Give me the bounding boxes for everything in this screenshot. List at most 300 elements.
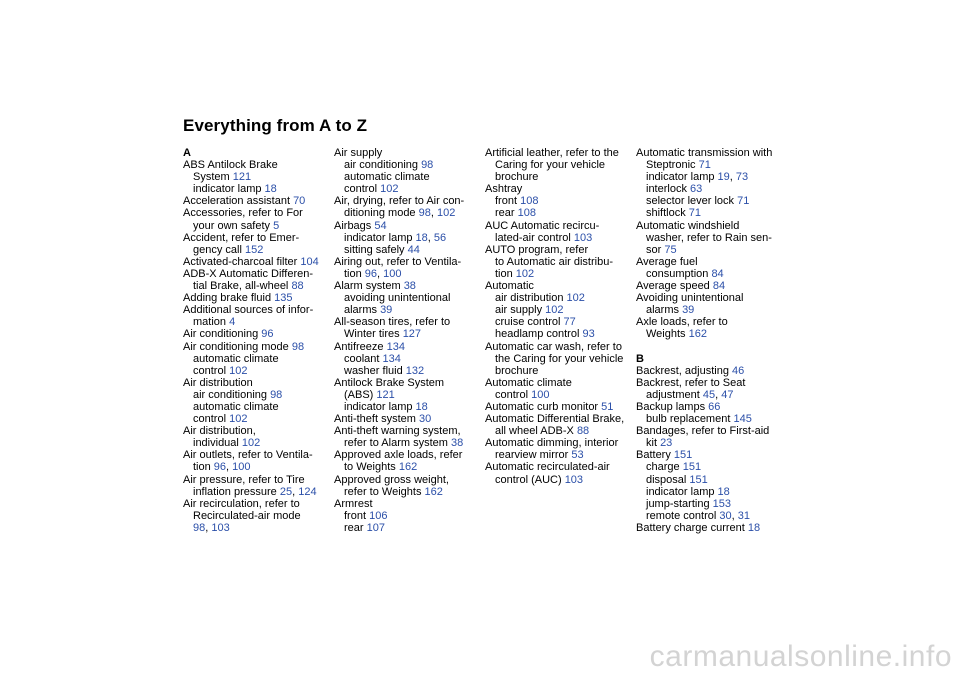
- index-entry: [636, 365, 784, 377]
- index-entry: [485, 413, 633, 425]
- entry-text: Adding brake fluid: [183, 292, 275, 305]
- entry-text: refer to Weights: [344, 485, 425, 498]
- entry-text: Automatic transmission with: [636, 147, 773, 159]
- entry-text: Steptronic: [646, 159, 699, 172]
- entry-text: Approved axle loads, refer: [334, 449, 463, 462]
- index-entry: [334, 377, 482, 389]
- entry-text: individual: [193, 437, 242, 450]
- page-link[interactable]: 151: [689, 473, 708, 486]
- index-entry: [485, 147, 633, 159]
- index-entry: [485, 401, 633, 413]
- index-entry: [485, 437, 633, 449]
- entry-text: System: [193, 171, 233, 184]
- entry-text: tion: [495, 267, 516, 280]
- page-link[interactable]: 153: [712, 497, 731, 510]
- page-link[interactable]: 46: [732, 364, 745, 377]
- page-link[interactable]: 162: [398, 461, 418, 474]
- index-entry: [183, 437, 331, 449]
- index-entry: tion 96, 100: [193, 461, 251, 474]
- entry-text: ditioning mode: [344, 207, 419, 220]
- page-link[interactable]: 102: [229, 364, 248, 377]
- entry-text: avoiding unintentional: [344, 292, 451, 305]
- index-entry: [636, 304, 784, 316]
- index-entry: [183, 413, 331, 425]
- page-link[interactable]: 18: [415, 400, 428, 413]
- entry-text: Air conditioning: [183, 328, 262, 341]
- page-link[interactable]: 134: [386, 340, 405, 353]
- index-entry: [334, 195, 482, 207]
- page-link[interactable]: 98: [291, 340, 305, 353]
- index-entry: [636, 498, 784, 510]
- index-entry: [485, 207, 633, 219]
- index-entry: [334, 449, 482, 461]
- entry-text: Accident, refer to Emer-: [183, 231, 300, 244]
- index-entry: [183, 449, 331, 461]
- index-entry: inflation pressure 25, 124: [193, 485, 317, 498]
- entry-text: Backup lamps: [636, 400, 709, 413]
- entry-text: Artificial leather, refer to the: [485, 147, 619, 159]
- page-link[interactable]: 70: [293, 195, 306, 208]
- entry-text: AUTO program, refer: [485, 243, 589, 256]
- page-link[interactable]: 71: [688, 207, 702, 220]
- index-entry: [485, 425, 633, 437]
- entry-text: Armrest: [334, 497, 373, 510]
- page-link[interactable]: 98: [193, 521, 206, 534]
- page-link[interactable]: 102: [241, 437, 261, 450]
- entry-text: rear: [344, 521, 367, 534]
- index-entry: adjustment 45, 47: [646, 388, 734, 401]
- entry-text: control: [495, 388, 532, 401]
- page-link[interactable]: 88: [291, 280, 304, 293]
- page-link[interactable]: 73: [735, 171, 749, 184]
- page-link[interactable]: 30: [418, 413, 432, 426]
- index-entry: [334, 365, 482, 377]
- index-entry: [636, 425, 784, 437]
- entry-text: Bandages, refer to First-aid: [636, 425, 770, 438]
- entry-text: A: [183, 147, 191, 159]
- entry-text: control: [193, 413, 230, 426]
- entry-text: front: [495, 195, 521, 208]
- index-entry: ditioning mode 98, 102: [344, 207, 456, 220]
- page-link[interactable]: 127: [402, 328, 422, 341]
- page-link[interactable]: 98: [270, 388, 283, 401]
- page-link[interactable]: 96: [364, 267, 378, 280]
- page-link[interactable]: 51: [601, 400, 614, 413]
- entry-text: brochure: [495, 171, 539, 184]
- entry-text: automatic climate: [344, 171, 430, 184]
- entry-text: Air, drying, refer to Air con-: [334, 195, 465, 208]
- entry-text: All-season tires, refer to: [334, 316, 451, 329]
- entry-text: Avoiding unintentional: [636, 292, 744, 305]
- entry-text: Air conditioning mode: [183, 340, 292, 353]
- index-entry: [334, 461, 482, 473]
- index-entry: [636, 244, 784, 256]
- index-entry: [485, 474, 633, 486]
- index-entry: [636, 449, 784, 461]
- page-link[interactable]: 66: [708, 400, 721, 413]
- entry-text: inflation pressure: [193, 485, 280, 498]
- page-link[interactable]: 18: [415, 231, 428, 244]
- index-entry: [485, 353, 633, 365]
- page-link[interactable]: 84: [712, 280, 726, 293]
- page-link[interactable]: 134: [382, 352, 401, 365]
- entry-text: Antilock Brake System: [334, 376, 445, 389]
- index-entry: [334, 183, 482, 195]
- page-link[interactable]: 100: [232, 461, 251, 474]
- section-letter: [183, 147, 331, 159]
- index-entry: [183, 268, 331, 280]
- page-link[interactable]: 151: [673, 449, 693, 462]
- page-link[interactable]: 23: [660, 437, 673, 450]
- page-link[interactable]: 121: [376, 388, 395, 401]
- entry-text: brochure: [495, 364, 539, 377]
- entry-text: sor: [646, 243, 665, 256]
- index-entry: [183, 365, 331, 377]
- entry-text: Ashtray: [485, 183, 523, 196]
- index-entry: [334, 389, 482, 401]
- entry-text: Automatic Differential Brake,: [485, 413, 625, 426]
- index-entry: [485, 449, 633, 461]
- index-entry: [485, 232, 633, 244]
- index-entry: [183, 316, 331, 328]
- page-link[interactable]: 96: [213, 461, 227, 474]
- entry-text: Additional sources of infor-: [183, 304, 314, 317]
- index-entry: [636, 437, 784, 449]
- index-entry: remote control 30, 31: [646, 509, 750, 522]
- entry-text: cruise control: [495, 316, 564, 329]
- entry-text: alarms: [344, 304, 381, 317]
- index-entry: [183, 389, 331, 401]
- index-column-1: [183, 147, 331, 534]
- index-entry: [636, 328, 784, 340]
- entry-text: Weights: [646, 328, 689, 341]
- page-link[interactable]: 88: [576, 425, 590, 438]
- page-link[interactable]: 71: [737, 195, 750, 208]
- entry-text: air distribution: [495, 292, 567, 305]
- watermark: carmanualsonline.info: [649, 640, 952, 673]
- index-entry: [636, 316, 784, 328]
- entry-text: air conditioning: [344, 159, 422, 172]
- index-entry: [183, 220, 331, 232]
- page-link[interactable]: 98: [421, 159, 434, 172]
- index-entry: [183, 401, 331, 413]
- index-entry: [636, 159, 784, 171]
- page-link[interactable]: 108: [520, 195, 539, 208]
- index-entry: [183, 498, 331, 510]
- page-link[interactable]: 39: [682, 304, 695, 317]
- entry-text: ADB-X Automatic Differen-: [183, 267, 314, 280]
- page-link[interactable]: 39: [380, 304, 393, 317]
- entry-text: front: [344, 509, 370, 522]
- index-column-2: [334, 147, 482, 534]
- entry-text: Recirculated-air mode: [193, 509, 301, 522]
- entry-text: Axle loads, refer to: [636, 316, 728, 329]
- entry-text: to Weights: [344, 461, 399, 474]
- entry-text: alarms: [646, 304, 683, 317]
- entry-text: Automatic: [485, 280, 534, 293]
- page-link[interactable]: 84: [711, 267, 724, 280]
- page-link[interactable]: 107: [366, 521, 385, 534]
- index-entry: [485, 195, 633, 207]
- entry-text: your own safety: [193, 219, 274, 232]
- index-entry: [636, 474, 784, 486]
- page-link[interactable]: 103: [564, 473, 584, 486]
- entry-text: automatic climate: [193, 352, 279, 365]
- entry-text: Activated-charcoal filter: [183, 255, 301, 268]
- entry-text: disposal: [646, 473, 690, 486]
- entry-text: Battery charge current: [636, 521, 748, 534]
- entry-text: washer, refer to Rain sen-: [646, 231, 772, 244]
- index-entry: [485, 377, 633, 389]
- page-link[interactable]: 96: [261, 328, 274, 341]
- entry-text: headlamp control: [495, 328, 583, 341]
- index-entry: [183, 183, 331, 195]
- index-entry: [636, 486, 784, 498]
- index-entry: [636, 232, 784, 244]
- entry-text: Accessories, refer to For: [183, 207, 303, 220]
- entry-text: charge: [646, 461, 683, 474]
- entry-text: air supply: [495, 304, 546, 317]
- index-entry: [334, 486, 482, 498]
- index-entry: 98, 103: [193, 521, 230, 534]
- entry-text: rear: [495, 207, 518, 220]
- section-gap: [636, 341, 784, 353]
- page-link[interactable]: 104: [300, 255, 319, 268]
- index-entry: [485, 268, 633, 280]
- page-link[interactable]: 54: [374, 219, 387, 232]
- index-entry: [334, 280, 482, 292]
- index-entry: [334, 256, 482, 268]
- page-link[interactable]: 162: [688, 328, 707, 341]
- index-entry: [485, 280, 633, 292]
- index-entry: [636, 461, 784, 473]
- page-link[interactable]: 45: [702, 388, 716, 401]
- page-link[interactable]: 102: [436, 207, 456, 220]
- page-link[interactable]: 102: [229, 413, 248, 426]
- page-link[interactable]: 77: [563, 316, 576, 329]
- page-link[interactable]: 71: [698, 159, 711, 172]
- index-entry: [334, 522, 482, 534]
- index-entry: [334, 328, 482, 340]
- entry-text: kit: [646, 437, 661, 450]
- entry-text: Automatic recirculated-air: [485, 461, 610, 474]
- entry-text: the Caring for your vehicle: [495, 352, 624, 365]
- entry-text: sitting safely: [344, 243, 408, 256]
- index-entry: indicator lamp 19, 73: [646, 171, 749, 184]
- index-entry: [334, 437, 482, 449]
- entry-text: remote control: [646, 509, 720, 522]
- entry-text: Caring for your vehicle: [495, 159, 606, 172]
- page-link[interactable]: 162: [424, 485, 443, 498]
- entry-text: Alarm system: [334, 280, 404, 293]
- index-entry: [485, 256, 633, 268]
- index-entry: [485, 220, 633, 232]
- index-entry: [334, 401, 482, 413]
- entry-text: Airbags: [334, 219, 375, 232]
- entry-text: coolant: [344, 352, 383, 365]
- entry-text: Air distribution,: [183, 425, 256, 438]
- index-entry: [636, 292, 784, 304]
- entry-text: control: [344, 183, 381, 196]
- entry-text: Average speed: [636, 280, 713, 293]
- page-link[interactable]: 93: [582, 328, 595, 341]
- index-entry: [334, 147, 482, 159]
- entry-text: Air outlets, refer to Ventila-: [183, 449, 313, 462]
- entry-text: all wheel ADB-X: [495, 425, 577, 438]
- entry-text: (ABS): [344, 388, 377, 401]
- index-entry: [636, 183, 784, 195]
- entry-text: lated-air control: [495, 231, 574, 244]
- page-link[interactable]: 121: [232, 171, 252, 184]
- page-link[interactable]: 38: [403, 280, 416, 293]
- entry-text: Air recirculation, refer to: [183, 497, 300, 510]
- entry-text: Acceleration assistant: [183, 195, 294, 208]
- index-entry: [485, 159, 633, 171]
- page-link[interactable]: 132: [405, 364, 425, 377]
- index-entry: [636, 413, 784, 425]
- entry-text: selector lever lock: [646, 195, 738, 208]
- entry-text: jump-starting: [646, 497, 713, 510]
- entry-text: Antifreeze: [334, 340, 387, 353]
- entry-text: Automatic windshield: [636, 219, 740, 232]
- page-link[interactable]: 38: [450, 437, 464, 450]
- page-link[interactable]: 152: [244, 243, 264, 256]
- page-link[interactable]: 102: [380, 183, 399, 196]
- entry-text: Airing out, refer to Ventila-: [334, 255, 462, 268]
- index-entry: [183, 474, 331, 486]
- page-link[interactable]: 100: [531, 388, 550, 401]
- entry-text: washer fluid: [344, 364, 406, 377]
- entry-text: Winter tires: [344, 328, 403, 341]
- page-link[interactable]: 63: [690, 183, 703, 196]
- page-link[interactable]: 100: [383, 267, 402, 280]
- page-link[interactable]: 18: [747, 521, 761, 534]
- index-entry: [183, 159, 331, 171]
- index-entry: indicator lamp 18, 56: [344, 231, 447, 244]
- page-link[interactable]: 135: [274, 292, 293, 305]
- page-link[interactable]: 151: [682, 461, 702, 474]
- entry-text: Air supply: [334, 147, 383, 159]
- index-entry: [485, 304, 633, 316]
- page-link[interactable]: 102: [545, 304, 564, 317]
- entry-text: Average fuel: [636, 255, 698, 268]
- entry-text: Automatic curb monitor: [485, 400, 602, 413]
- index-entry: [334, 220, 482, 232]
- index-entry: [334, 341, 482, 353]
- page-link[interactable]: 5: [273, 219, 280, 232]
- entry-text: consumption: [646, 267, 712, 280]
- index-entry: [334, 510, 482, 522]
- entry-text: indicator lamp: [193, 183, 265, 196]
- page-link[interactable]: 56: [433, 231, 447, 244]
- index-column-3: [485, 147, 633, 486]
- index-entry: [636, 268, 784, 280]
- page-link[interactable]: 102: [515, 267, 535, 280]
- page-link[interactable]: 98: [418, 207, 431, 220]
- page-link[interactable]: 108: [517, 207, 536, 220]
- page-link[interactable]: 102: [566, 292, 585, 305]
- page-link[interactable]: 25: [279, 485, 293, 498]
- index-entry: [183, 232, 331, 244]
- index-entry: [334, 474, 482, 486]
- index-entry: [485, 316, 633, 328]
- index-entry: tion 96, 100: [344, 267, 402, 280]
- index-entry: [636, 147, 784, 159]
- page-link[interactable]: 30: [719, 509, 732, 522]
- page-link[interactable]: 103: [211, 521, 230, 534]
- index-entry: [334, 498, 482, 510]
- index-entry: [183, 256, 331, 268]
- entry-text: automatic climate: [193, 400, 279, 413]
- entry-text: Anti-theft system: [334, 413, 419, 426]
- index-entry: [334, 316, 482, 328]
- entry-text: bulb replacement: [646, 413, 734, 426]
- page-link[interactable]: 106: [369, 509, 388, 522]
- entry-text: Backrest, refer to Seat: [636, 376, 746, 389]
- page-link[interactable]: 145: [733, 413, 752, 426]
- index-entry: [334, 171, 482, 183]
- index-column-4: [636, 147, 784, 534]
- index-entry: [485, 244, 633, 256]
- entry-text: gency call: [193, 243, 245, 256]
- page-link[interactable]: 31: [737, 509, 750, 522]
- index-entry: [183, 280, 331, 292]
- page-link[interactable]: 18: [264, 183, 277, 196]
- page-link[interactable]: 47: [721, 388, 734, 401]
- index-entry: [334, 159, 482, 171]
- entry-text: Anti-theft warning system,: [334, 425, 461, 438]
- page-link[interactable]: 4: [229, 316, 236, 329]
- index-entry: [636, 522, 784, 534]
- entry-text: control (AUC): [495, 473, 565, 486]
- entry-text: interlock: [646, 183, 691, 196]
- section-letter: [636, 353, 784, 365]
- page-link[interactable]: 103: [573, 231, 593, 244]
- entry-text: refer to Alarm system: [344, 437, 451, 450]
- index-entry: [636, 195, 784, 207]
- page-link[interactable]: 53: [571, 449, 584, 462]
- index-entry: [636, 377, 784, 389]
- index-entry: [485, 461, 633, 473]
- index-entry: [485, 328, 633, 340]
- page-link[interactable]: 44: [407, 243, 420, 256]
- index-entry: [334, 413, 482, 425]
- entry-text: tion: [193, 461, 214, 474]
- entry-text: to Automatic air distribu-: [495, 255, 613, 268]
- entry-text: ABS Antilock Brake: [183, 159, 278, 172]
- entry-text: control: [193, 364, 230, 377]
- page-link[interactable]: 124: [298, 485, 317, 498]
- page-link[interactable]: 19: [717, 171, 730, 184]
- index-entry: [183, 328, 331, 340]
- index-entry: [636, 401, 784, 413]
- page-link[interactable]: 75: [664, 243, 677, 256]
- index-entry: [183, 244, 331, 256]
- index-entry: [334, 244, 482, 256]
- index-entry: [183, 425, 331, 437]
- index-entry: [183, 341, 331, 353]
- entry-text: indicator lamp: [646, 171, 718, 184]
- index-entry: [183, 377, 331, 389]
- page-link[interactable]: 18: [717, 485, 730, 498]
- entry-text: B: [636, 352, 644, 365]
- entry-text: Battery: [636, 449, 674, 462]
- index-entry: [485, 171, 633, 183]
- index-entry: [334, 292, 482, 304]
- index-entry: [183, 171, 331, 183]
- index-entry: [485, 365, 633, 377]
- index-entry: [636, 256, 784, 268]
